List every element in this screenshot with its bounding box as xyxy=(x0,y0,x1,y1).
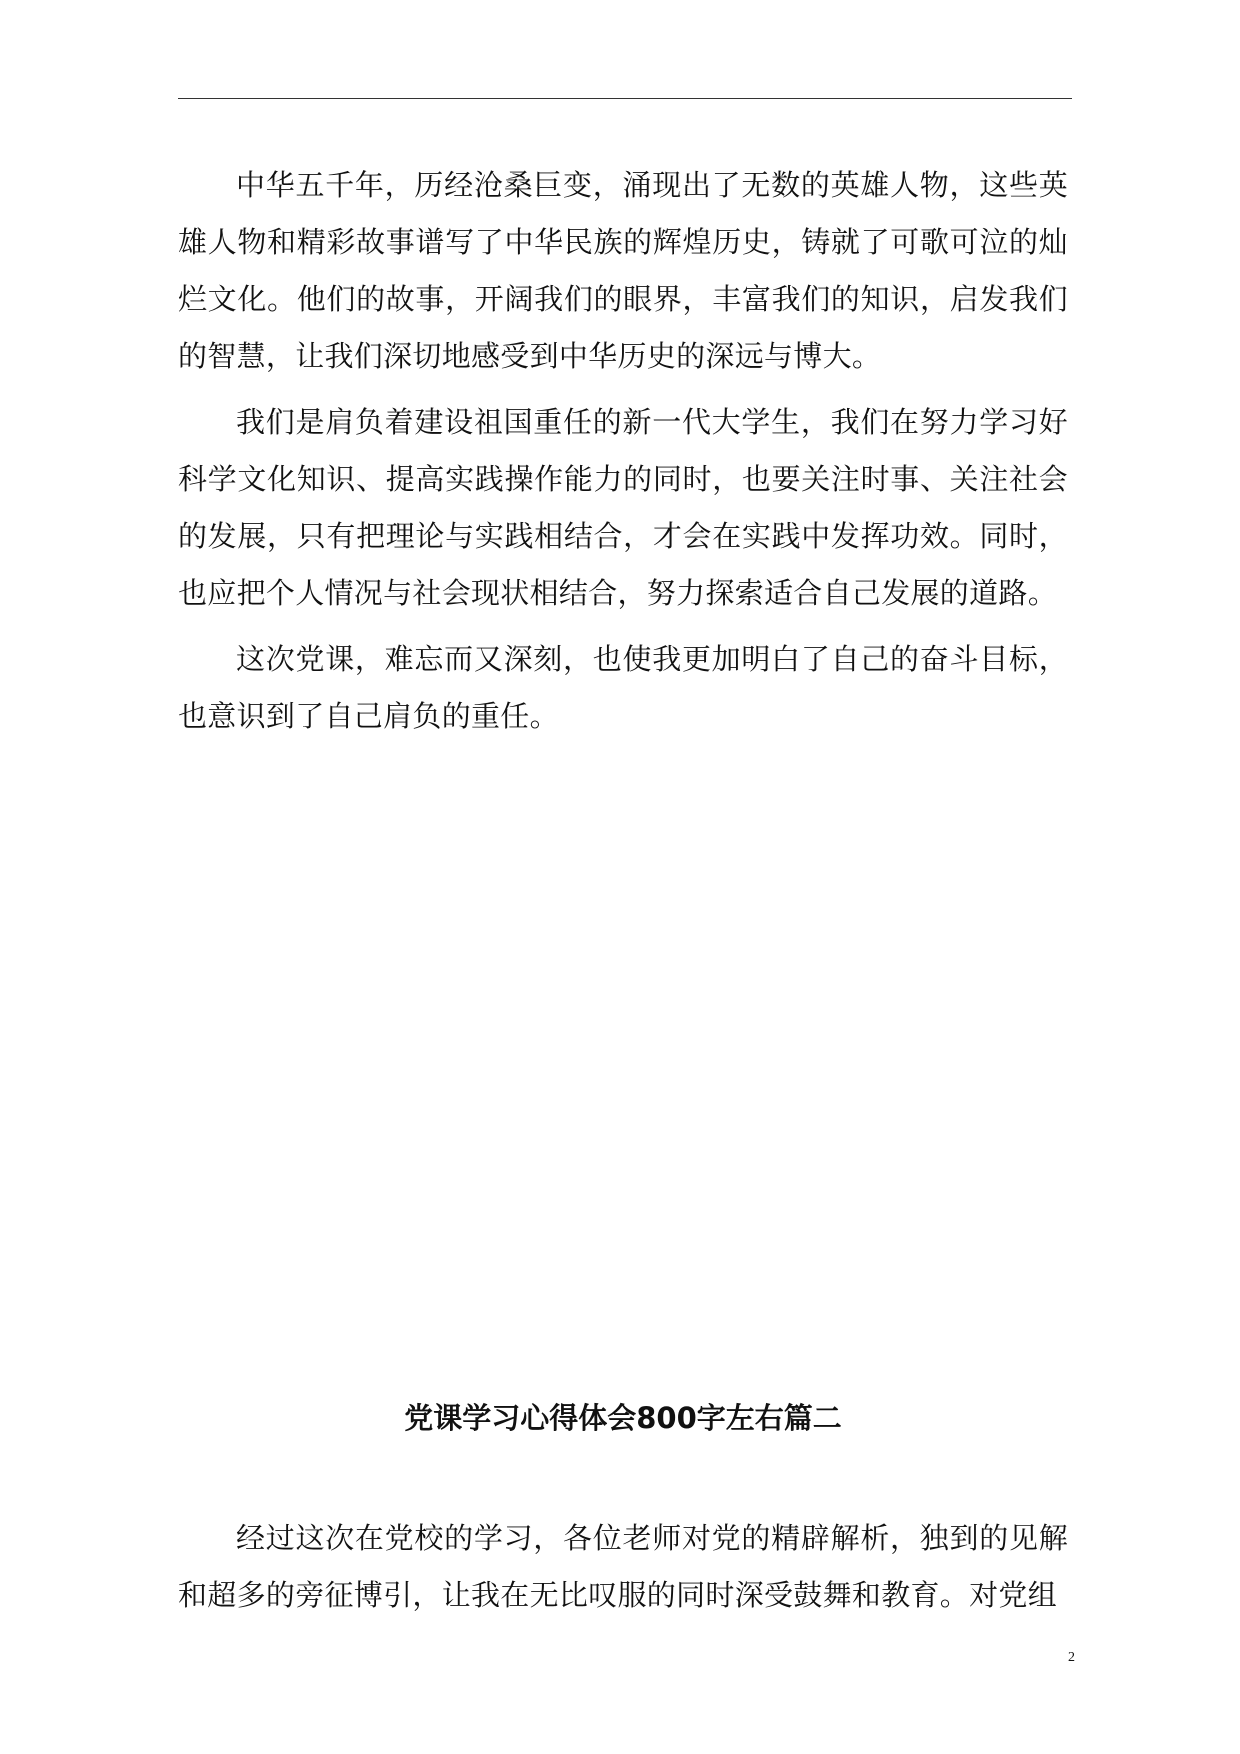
page-number: 2 xyxy=(1068,1650,1075,1665)
body-paragraph: 中华五千年，历经沧桑巨变，涌现出了无数的英雄人物，这些英雄人物和精彩故事谱写了中华民族的辉煌历史，铸就了可歌可泣的灿烂文化。他们的故事，开阔我们的眼界，丰富我们的知识，启发我们的智慧，让我们深切地感受到中华历史的深远与博大。 xyxy=(178,168,1068,373)
body-paragraph: 我们是肩负着建设祖国重任的新一代大学生，我们在努力学习好科学文化知识、提高实践操作能力的同时，也要关注时事、关注社会的发展，只有把理论与实践相结合，才会在实践中发挥功效。同时，也应把个人情况与社会现状相结合，努力探索适合自己发展的道路。 xyxy=(178,405,1068,610)
section-paragraph: 经过这次在党校的学习，各位老师对党的精辟解析，独到的见解和超多的旁征博引，让我在无比叹服的同时深受鼓舞和教育。对党组 xyxy=(178,1521,1068,1612)
header-rule xyxy=(178,98,1072,99)
body-paragraph: 这次党课，难忘而又深刻，也使我更加明白了自己的奋斗目标，也意识到了自己肩负的重任。 xyxy=(178,642,1068,733)
section-title: 党课学习心得体会800字左右篇二 xyxy=(404,1401,842,1435)
